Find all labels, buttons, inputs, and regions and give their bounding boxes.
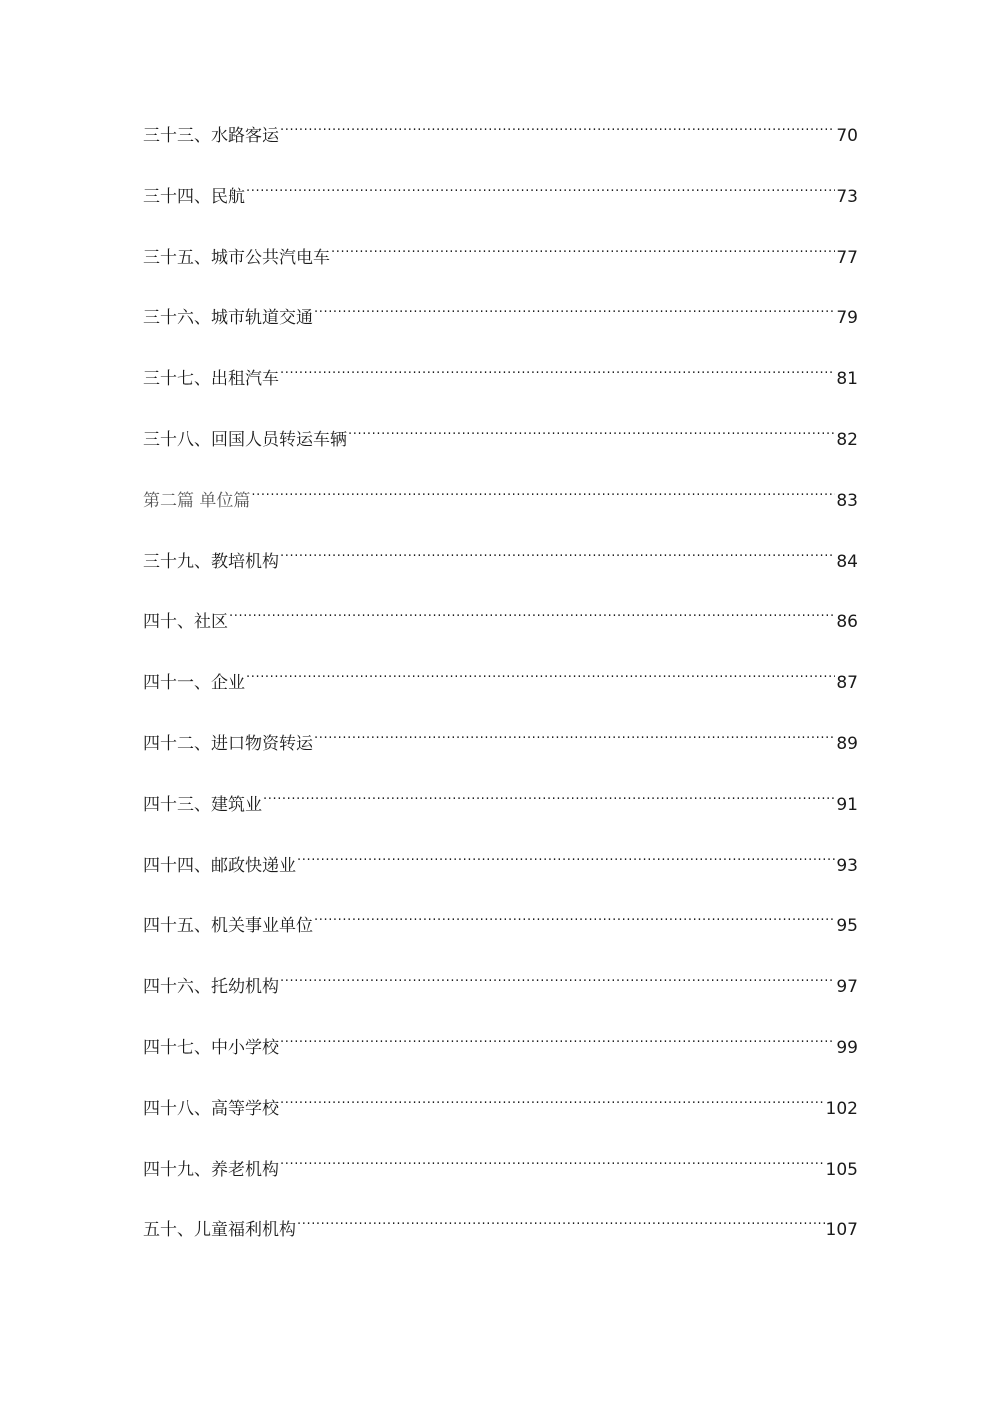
toc-entry[interactable] — [143, 361, 858, 422]
toc-dot-leader — [314, 732, 835, 749]
toc-entry[interactable] — [143, 300, 858, 361]
toc-dot-leader — [280, 975, 835, 992]
toc-page-number: 97 — [836, 977, 858, 998]
toc-entry-title: 四十六、托幼机构 — [143, 977, 279, 998]
toc-part-heading[interactable] — [143, 483, 858, 544]
toc-part-title: 第二篇 单位篇 — [143, 490, 251, 511]
toc-dot-leader — [246, 185, 835, 202]
toc-entry-title: 四十一、企业 — [143, 673, 245, 694]
toc-entry-title: 三十四、民航 — [143, 186, 245, 207]
toc-dot-leader — [348, 428, 835, 445]
toc-entry-title: 三十六、城市轨道交通 — [143, 308, 313, 329]
toc-page-number: 102 — [825, 1098, 858, 1119]
toc-entry[interactable] — [143, 240, 858, 301]
toc-dot-leader — [280, 1158, 825, 1175]
toc-page-number: 83 — [836, 490, 858, 511]
toc-entry-title: 三十三、水路客运 — [143, 126, 279, 146]
toc-page-number: 86 — [836, 612, 858, 633]
toc-dot-leader — [246, 671, 835, 688]
toc-page-number: 81 — [836, 369, 858, 390]
toc-entry-title: 四十、社区 — [143, 612, 228, 633]
toc-entry-title: 四十九、养老机构 — [143, 1159, 279, 1180]
toc-page-number: 107 — [825, 1220, 858, 1241]
toc-page-number: 77 — [836, 247, 858, 268]
toc-page-number: 87 — [836, 673, 858, 694]
toc-dot-leader — [314, 914, 835, 931]
toc-page-number: 73 — [836, 186, 858, 207]
toc-page-number: 93 — [836, 855, 858, 876]
toc-entry-title: 三十七、出租汽车 — [143, 369, 279, 390]
toc-entry[interactable] — [143, 1030, 858, 1091]
toc-dot-leader — [280, 1036, 835, 1053]
toc-entry[interactable] — [143, 787, 858, 848]
toc-entry[interactable] — [143, 604, 858, 665]
toc-dot-leader — [314, 306, 835, 323]
toc-entry-title: 五十、儿童福利机构 — [143, 1220, 296, 1241]
toc-page-number: 89 — [836, 733, 858, 754]
toc-entry-title: 四十七、中小学校 — [143, 1037, 279, 1058]
toc-entry-title: 三十五、城市公共汽电车 — [143, 247, 330, 268]
toc-page-number: 105 — [825, 1159, 858, 1180]
toc-entry[interactable] — [143, 179, 858, 240]
toc-entry[interactable] — [143, 422, 858, 483]
toc-dot-leader — [297, 1218, 825, 1235]
toc-entry-title: 三十八、回国人员转运车辆 — [143, 429, 347, 450]
toc-page-number: 84 — [836, 551, 858, 572]
toc-entry-title: 三十九、教培机构 — [143, 551, 279, 572]
toc-entry[interactable] — [143, 544, 858, 605]
toc-entry[interactable] — [143, 1152, 858, 1213]
toc-page-number: 79 — [836, 308, 858, 329]
toc-page-number: 99 — [836, 1037, 858, 1058]
toc-dot-leader — [280, 550, 835, 567]
toc-entry[interactable] — [143, 908, 858, 969]
toc-page-number: 95 — [836, 916, 858, 937]
toc-dot-leader — [331, 246, 835, 263]
toc-dot-leader — [251, 489, 835, 506]
toc-entry[interactable] — [143, 1091, 858, 1152]
toc-entry-title: 四十八、高等学校 — [143, 1098, 279, 1119]
toc-page-number: 82 — [836, 429, 858, 450]
toc-entry[interactable] — [143, 969, 858, 1030]
toc-entry[interactable] — [143, 1212, 858, 1273]
toc-entry-title: 四十四、邮政快递业 — [143, 855, 296, 876]
toc-dot-leader — [229, 610, 835, 627]
toc-entry[interactable] — [143, 118, 858, 179]
toc-dot-leader — [297, 854, 835, 871]
toc-dot-leader — [280, 367, 835, 384]
toc-entry-title: 四十五、机关事业单位 — [143, 916, 313, 937]
toc-page-number: 91 — [836, 794, 858, 815]
toc-dot-leader — [263, 793, 835, 810]
toc-dot-leader — [280, 124, 835, 141]
table-of-contents — [143, 118, 858, 1273]
toc-entry-title: 四十三、建筑业 — [143, 794, 262, 815]
toc-entry[interactable] — [143, 665, 858, 726]
toc-dot-leader — [280, 1097, 825, 1114]
toc-page-number: 70 — [836, 126, 858, 146]
toc-entry[interactable] — [143, 726, 858, 787]
toc-entry[interactable] — [143, 848, 858, 909]
toc-entry-title: 四十二、进口物资转运 — [143, 733, 313, 754]
